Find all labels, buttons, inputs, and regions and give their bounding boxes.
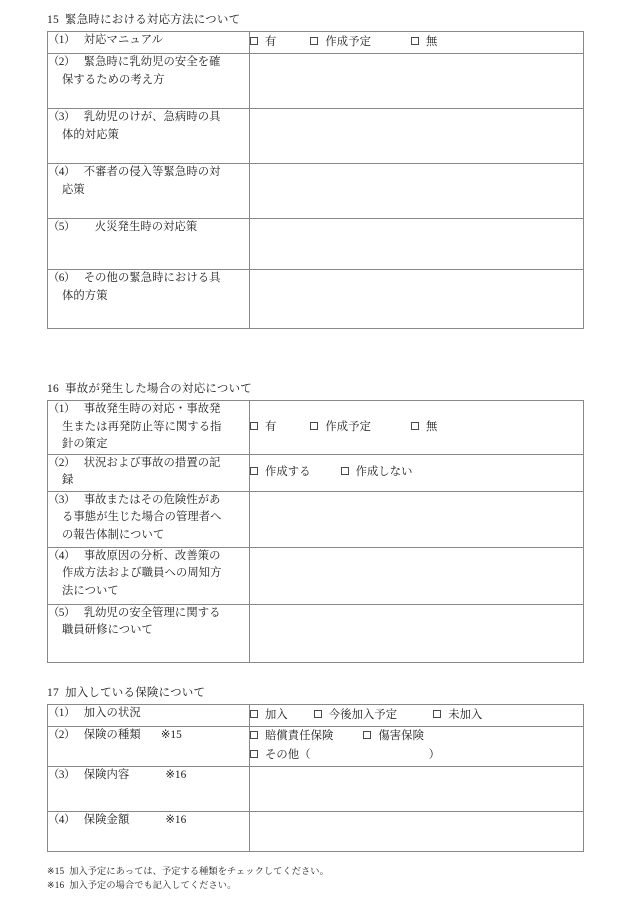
row-label-line — [48, 527, 249, 545]
row-label-cell — [48, 164, 250, 219]
row-answer-cell[interactable] — [250, 767, 584, 812]
row-label-line — [48, 812, 249, 830]
footnote-text: 加入予定の場合でも記入してください。 — [69, 880, 237, 890]
checkbox-option-label: 加入 — [265, 709, 288, 721]
footnote-text: 加入予定にあっては、予定する種類をチェックしてください。 — [69, 866, 329, 876]
row-label-line — [48, 109, 249, 127]
row-label-text: 録 — [62, 474, 74, 486]
row-label-text: 体的方策 — [62, 289, 108, 302]
row-label-cell — [48, 219, 250, 270]
row-answer-cell[interactable] — [250, 54, 584, 109]
row-number: （6） — [48, 272, 75, 284]
table-row — [48, 604, 584, 662]
checkbox-icon[interactable] — [411, 422, 419, 430]
row-answer-cell[interactable] — [250, 270, 584, 329]
section-17 — [47, 685, 583, 852]
row-label-text: る事態が生じた場合の管理者へ — [62, 511, 222, 523]
checkbox-option-label: 未加入 — [448, 709, 483, 721]
row-label-text: 火災発生時の対応策 — [94, 221, 198, 233]
table-row — [48, 727, 584, 767]
checkbox-icon[interactable] — [250, 37, 258, 45]
footnote-item — [47, 864, 329, 878]
footnote-mark: ※16 — [47, 880, 65, 890]
checkbox-icon[interactable] — [411, 37, 419, 45]
row-number: （3） — [48, 493, 75, 506]
row-label-text: その他の緊急時における具 — [83, 272, 221, 284]
row-label-cell — [48, 767, 250, 812]
table-row — [48, 812, 584, 852]
row-label-text: 職員研修について — [62, 624, 153, 636]
row-label-line — [48, 288, 249, 306]
row-number: （1） — [48, 403, 75, 415]
checkbox-option-label: 作成予定 — [325, 36, 371, 48]
checkbox-icon[interactable] — [310, 37, 318, 45]
row-label-text: 保険の種類 — [83, 729, 141, 741]
checkbox-icon[interactable] — [310, 422, 318, 430]
section-17-number: 17 — [47, 687, 59, 699]
row-label-cell — [48, 401, 250, 455]
row-label-text: 保するための考え方 — [62, 73, 165, 86]
checkbox-line — [250, 746, 583, 765]
row-label-line — [48, 419, 249, 437]
table-section-17 — [47, 704, 584, 852]
row-label-cell — [48, 54, 250, 109]
row-label-line — [48, 548, 249, 566]
section-16-number: 16 — [47, 383, 59, 395]
section-16-title: 事故が発生した場合の対応について — [65, 383, 252, 395]
row-number: （2） — [48, 56, 75, 68]
row-answer-cell[interactable] — [250, 547, 584, 604]
checkbox-option-label: 作成する — [265, 466, 311, 478]
row-label-line — [48, 455, 249, 473]
table-row — [48, 270, 584, 329]
row-answer-cell[interactable] — [250, 109, 584, 164]
row-answer-cell[interactable] — [250, 705, 584, 727]
row-label-line — [48, 270, 249, 288]
checkbox-icon[interactable] — [250, 467, 258, 475]
table-row — [48, 491, 584, 547]
row-label-line — [48, 182, 249, 200]
row-answer-cell[interactable] — [250, 164, 584, 219]
table-row — [48, 767, 584, 812]
row-answer-cell[interactable] — [250, 604, 584, 662]
row-label-cell — [48, 604, 250, 662]
row-label-line — [48, 767, 249, 785]
row-label-line — [48, 509, 249, 527]
section-15 — [47, 12, 583, 329]
row-label-line — [48, 705, 249, 723]
section-17-title: 加入している保険について — [65, 687, 206, 699]
row-answer-cell[interactable] — [250, 491, 584, 547]
row-number: （2） — [48, 456, 75, 469]
section-16 — [47, 381, 583, 663]
row-answer-cell[interactable] — [250, 401, 584, 455]
row-label-cell — [48, 32, 250, 54]
row-label-text: 体的対応策 — [62, 128, 119, 141]
footnote-item — [47, 878, 329, 892]
table-section-15 — [47, 31, 584, 329]
row-label-line — [48, 605, 249, 623]
row-label-text: 加入の状況 — [83, 707, 141, 719]
footnotes — [47, 864, 329, 892]
section-15-heading — [47, 12, 583, 28]
row-number: （3） — [48, 111, 75, 123]
checkbox-icon[interactable] — [341, 467, 349, 475]
row-label-line — [48, 54, 249, 72]
checkbox-line — [250, 727, 583, 746]
checkbox-line — [250, 706, 583, 725]
row-label-cell — [48, 454, 250, 491]
checkbox-line — [250, 418, 583, 437]
row-label-line — [48, 727, 249, 745]
row-label-line — [48, 583, 249, 601]
row-label-text: の報告体制について — [62, 528, 165, 541]
table-row — [48, 219, 584, 270]
row-label-cell — [48, 547, 250, 604]
row-number: （3） — [48, 769, 75, 781]
table-row — [48, 109, 584, 164]
row-label-cell — [48, 812, 250, 852]
section-15-title: 緊急時における対応方法について — [65, 14, 241, 26]
table-section-16 — [47, 400, 584, 663]
row-label-text: 作成方法および職員への周知方 — [62, 567, 222, 579]
checkbox-option-label: 今後加入予定 — [328, 709, 398, 721]
table-row — [48, 705, 584, 727]
checkbox-option-label: 作成しない — [355, 466, 413, 478]
row-label-line — [48, 127, 249, 145]
row-answer-cell[interactable] — [250, 727, 584, 767]
row-label-line — [48, 401, 249, 419]
checkbox-option-label: 有 — [265, 36, 277, 48]
section-17-heading — [47, 685, 583, 701]
row-label-cell — [48, 491, 250, 547]
checkbox-option-label: 無 — [426, 420, 438, 433]
table-row — [48, 164, 584, 219]
row-label-cell — [48, 705, 250, 727]
checkbox-option-label: 作成予定 — [325, 420, 371, 433]
row-number: （1） — [48, 34, 75, 46]
row-label-text: 乳幼児の安全管理に関する — [83, 606, 221, 619]
checkbox-icon[interactable] — [363, 731, 371, 739]
checkbox-icon[interactable] — [433, 710, 441, 718]
section-15-number: 15 — [47, 14, 59, 26]
row-label-text: 乳幼児のけが、急病時の具 — [83, 111, 221, 123]
row-label-text: 保険金額 — [83, 814, 130, 826]
checkbox-icon[interactable] — [250, 422, 258, 430]
checkbox-option-label: ） — [428, 749, 440, 761]
row-label-note: ※16 — [165, 814, 187, 826]
footnote-mark: ※15 — [47, 866, 65, 876]
row-answer-cell[interactable] — [250, 454, 584, 491]
table-row — [48, 32, 584, 54]
row-label-line — [48, 72, 249, 90]
checkbox-option-label: その他（ — [265, 749, 311, 761]
checkbox-icon[interactable] — [250, 710, 258, 718]
row-label-text: 針の策定 — [62, 438, 108, 450]
row-number: （5） — [48, 606, 75, 619]
row-label-text: 保険内容 — [83, 769, 130, 781]
checkbox-icon[interactable] — [314, 710, 322, 718]
row-label-line — [48, 492, 249, 510]
row-label-text: 法について — [62, 584, 119, 597]
row-label-text: 状況および事故の措置の記 — [83, 456, 221, 469]
row-label-line — [48, 219, 249, 237]
checkbox-option-label: 有 — [265, 420, 277, 433]
row-label-text: 生または再発防止等に関する指 — [62, 420, 222, 433]
row-label-line — [48, 472, 249, 490]
row-number: （4） — [48, 166, 75, 178]
row-label-line — [48, 565, 249, 583]
table-row — [48, 54, 584, 109]
checkbox-icon[interactable] — [250, 731, 258, 739]
row-label-text: 応策 — [62, 183, 85, 196]
row-answer-cell[interactable] — [250, 32, 584, 54]
checkbox-line — [250, 33, 583, 52]
row-answer-cell[interactable] — [250, 812, 584, 852]
row-label-text: 事故またはその危険性があ — [83, 493, 221, 506]
row-label-line — [48, 436, 249, 454]
checkbox-icon[interactable] — [250, 750, 258, 758]
row-label-cell — [48, 727, 250, 767]
row-label-text: 緊急時に乳幼児の安全を確 — [83, 56, 221, 68]
row-number: （1） — [48, 707, 75, 719]
row-label-line — [48, 32, 249, 50]
row-label-note: ※16 — [165, 769, 187, 781]
checkbox-line — [250, 463, 583, 482]
row-number: （2） — [48, 729, 75, 741]
checkbox-option-label: 傷害保険 — [378, 730, 424, 742]
checkbox-option-label: 賠償責任保険 — [265, 730, 334, 742]
row-label-cell — [48, 109, 250, 164]
row-number: （4） — [48, 549, 75, 562]
row-label-text: 不審者の侵入等緊急時の対 — [83, 166, 221, 178]
section-16-heading — [47, 381, 583, 397]
row-label-cell — [48, 270, 250, 329]
row-label-text: 対応マニュアル — [83, 34, 164, 46]
table-row — [48, 401, 584, 455]
row-label-line — [48, 622, 249, 640]
row-label-note: ※15 — [160, 729, 182, 741]
row-number: （5） — [48, 221, 75, 233]
row-label-text: 事故原因の分析、改善策の — [83, 549, 221, 562]
checkbox-option-label: 無 — [426, 36, 438, 48]
row-label-line — [48, 164, 249, 182]
row-number: （4） — [48, 814, 75, 826]
row-label-text: 事故発生時の対応・事故発 — [83, 403, 221, 415]
table-row — [48, 454, 584, 491]
table-row — [48, 547, 584, 604]
row-answer-cell[interactable] — [250, 219, 584, 270]
